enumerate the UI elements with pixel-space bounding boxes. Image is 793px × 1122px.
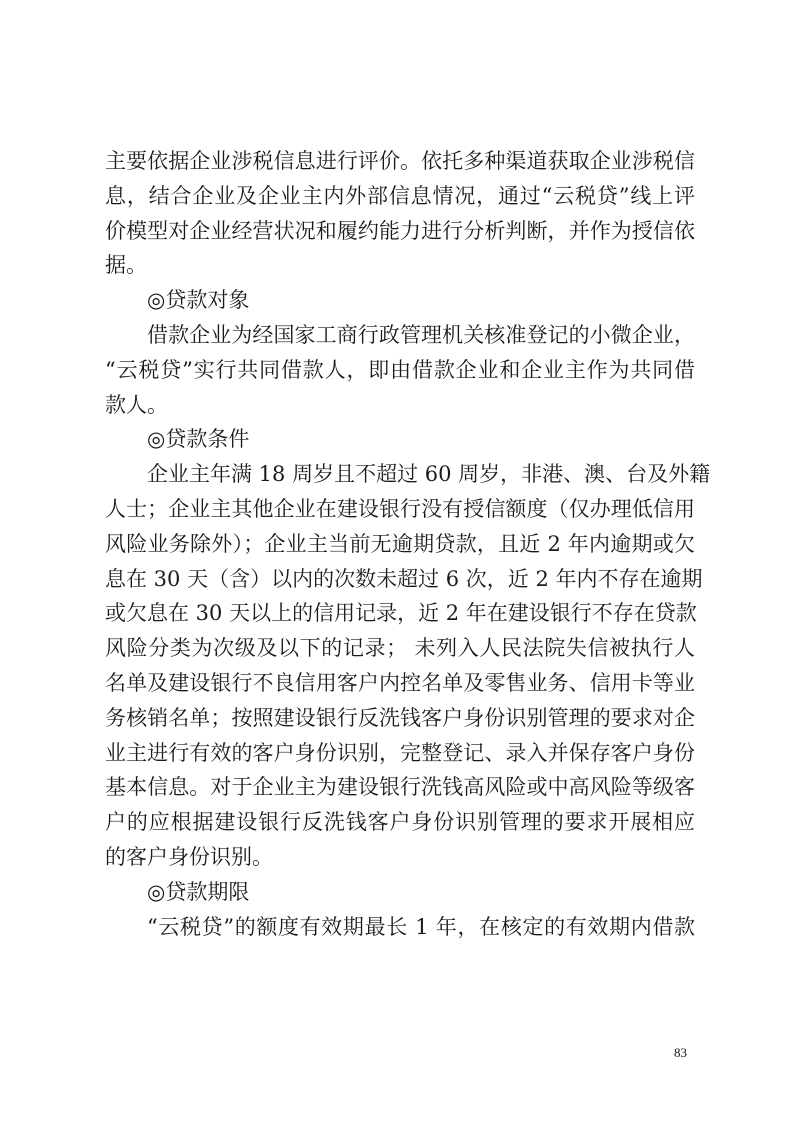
text-line: 主要依据企业涉税信息进行评价。依托多种渠道获取企业涉税信	[105, 149, 695, 173]
text-line: 基本信息。对于企业主为建设银行洗钱高风险或中高风险等级客	[105, 775, 695, 800]
text-line: 据。	[105, 253, 147, 278]
text-line: 息在 30 天（含）以内的次数未超过 6 次，近 2 年内不存在逾期	[105, 566, 703, 591]
page-number: 83	[674, 1045, 687, 1060]
document-body	[105, 144, 711, 944]
text-line: 款人。	[105, 392, 168, 417]
text-line: 价模型对企业经营状况和履约能力进行分析判断，并作为授信依	[105, 218, 695, 243]
text-line: 风险分类为次级及以下的记录； 未列入人民法院失信被执行人	[105, 636, 695, 661]
text-line: 或欠息在 30 天以上的信用记录，近 2 年在建设银行不存在贷款	[105, 601, 697, 626]
text-line: 企业主年满 18 周岁且不超过 60 周岁，非港、澳、台及外籍	[147, 462, 711, 487]
text-line: 借款企业为经国家工商行政管理机关核准登记的小微企业，	[147, 322, 695, 347]
text-line: 息，结合企业及企业主内外部信息情况，通过“云税贷”线上评	[105, 183, 695, 208]
section-heading: ◎贷款对象	[147, 288, 250, 313]
text-line: 户的应根据建设银行反洗钱客户身份识别管理的要求开展相应	[105, 810, 695, 835]
text-line: 业主进行有效的客户身份识别，完整登记、录入并保存客户身份	[105, 740, 695, 765]
section-heading: ◎贷款期限	[147, 879, 250, 904]
text-line: 的客户身份识别。	[105, 844, 273, 869]
text-line: 人士；企业主其他企业在建设银行没有授信额度（仅办理低信用	[105, 496, 695, 521]
text-line: 名单及建设银行不良信用客户内控名单及零售业务、信用卡等业	[105, 670, 695, 695]
text-line: 风险业务除外）；企业主当前无逾期贷款，且近 2 年内逾期或欠	[105, 531, 695, 556]
text-line: “云税贷”实行共同借款人，即由借款企业和企业主作为共同借	[105, 357, 695, 382]
text-line: 务核销名单；按照建设银行反洗钱客户身份识别管理的要求对企	[105, 705, 695, 730]
text-line: “云税贷”的额度有效期最长 1 年，在核定的有效期内借款	[147, 914, 695, 939]
section-heading: ◎贷款条件	[147, 427, 250, 452]
